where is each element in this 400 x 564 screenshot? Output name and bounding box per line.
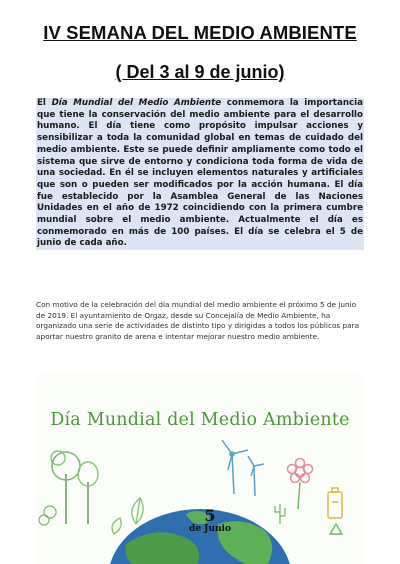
intro-lead: El — [37, 98, 52, 108]
page-title: IV SEMANA DEL MEDIO AMBIENTE — [43, 22, 357, 43]
announcement-paragraph: Con motivo de la celebración del día mundial del medio ambiente el próximo 5 de junio de 2019. El ayuntamiento de Orgaz, desde su Concejalía de Medio Ambiente, ha organizado una serie de actividades de distinto tipo y dirigidas a todos los públicos para aportar nuestro granito de arena e intentar mejorar nuestro medio ambiente. — [36, 300, 360, 341]
intro-paragraph — [36, 98, 364, 250]
poster-title: Día Mundial del Medio Ambiente — [50, 410, 350, 430]
poster-illustration — [36, 374, 364, 564]
event-dates: ( Del 3 al 9 de junio) — [115, 62, 285, 82]
poster-month: de Junio — [189, 524, 231, 534]
poster-date — [180, 508, 240, 535]
poster-day: 5 — [204, 506, 216, 525]
intro-emphasis: Día Mundial del Medio Ambiente — [51, 98, 222, 108]
intro-text: conmemora la importancia que tiene la conservación del medio ambiente para el desarrollo humano. El día tiene como propósito impulsar acciones y sensibilizar a toda la comunidad global en temas de cuidado del medio ambiente. Este se puede definir ampliamente como todo el sistema que sirve de entorno y condiciona toda forma de vida de una sociedad. En él se incluyen elementos naturales y artificiales que son o pueden ser modificados por la acción humana. El día fue establecido por la Asamblea General de las Naciones Unidades en el año de 1972 coincidiendo con la primera cumbre mundial sobre el medio ambiente. Actualmente el día es conmemorado en más de 100 países. El día se celebra el 5 de junio de cada año. — [37, 98, 363, 249]
poster-image — [36, 374, 364, 564]
